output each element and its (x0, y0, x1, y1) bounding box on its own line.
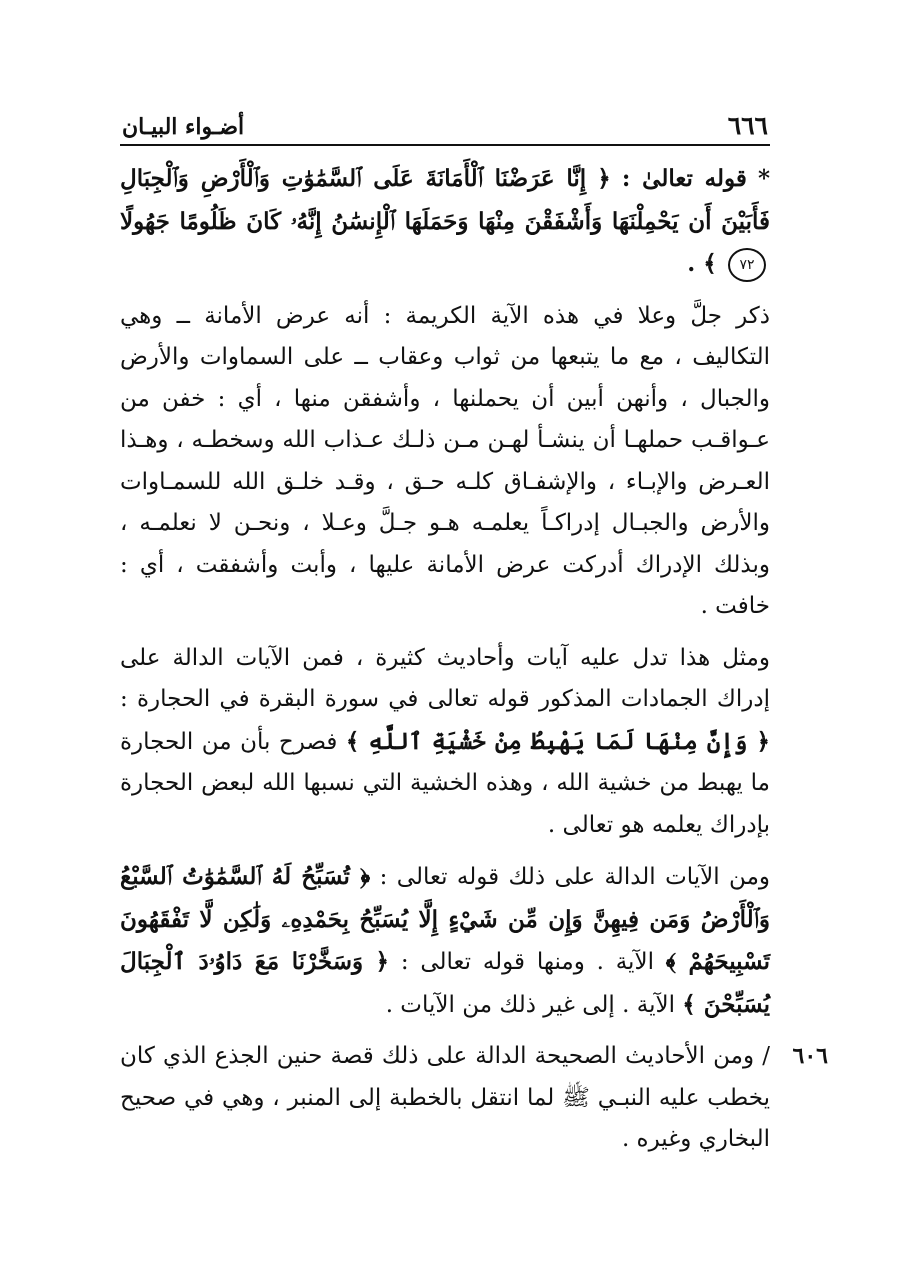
paragraph-glorification (120, 856, 770, 1026)
quran-close-bracket: ﴾ . (687, 250, 717, 277)
running-title: أضـواء البيـان (122, 114, 245, 140)
paragraph-stones-rest: فصرح بأن من الحجارة ما يهبط من خشية الله ، وهذه الخشية التي نسبها الله لبعض الحجارة بإدراك يعلمه هو تعالى . (120, 728, 770, 838)
page-header (120, 108, 770, 146)
paragraph-hadith-text: / ومن الأحاديث الصحيحة الدالة على ذلك قصة حنين الجذع الذي كان يخطب عليه النبـي ﷺ لما انتقل بالخطبة إلى المنبر ، وهي في صحيح البخاري وغيره . (120, 1043, 770, 1152)
paragraph-explanation: ذكر جلَّ وعلا في هذه الآية الكريمة : أنه عرض الأمانة ــ وهي التكاليف ، مع ما يتبعها من ثواب وعقاب ــ على السماوات والأرض والجبال ، وأنهن أبين أن يحملنها ، وأشفقن منها ، أي : خفن من عـواقـب حملهـا أن ينشـأ لهـن مـن ذلـك عـذاب الله وسخطـه ، وهـذا العـرض والإبـاء ، والإشفـاق كلـه حـق ، وقـد خلـق الله للسمـاوات والأرض والجبـال إدراكـاً يعلمـه هـو جـلَّ وعـلا ، ونحـن لا نعلمـه ، وبذلك الإدراك أدركت عرض الأمانة عليها ، وأبت وأشفقت ، أي : خافت . (120, 302, 770, 619)
section-star-marker: * (757, 165, 771, 192)
book-page (120, 108, 828, 1171)
page-number: ٦٦٦ (727, 111, 768, 140)
quran-quote-stones: ﴿ وَإِنَّ مِنْهَا لَمَا يَهْبِطُ مِنْ خَشْيَةِ ٱللَّهِ ﴾ (345, 727, 770, 755)
quran-quote-tusabbih: ﴿ تُسَبِّحُ لَهُ ٱلسَّمَٰوَٰتُ ٱلسَّبْعُ وَٱلْأَرْضُ وَمَن فِيهِنَّ وَإِن مِّن شَيْءٍ إِلَّا يُسَبِّحُ بِحَمْدِهِۦ وَلَٰكِن لَّا تَفْقَهُونَ تَسْبِيحَهُمْ ﴾ (120, 863, 770, 975)
page-body (120, 158, 828, 1161)
ayah-number-marker: ٧٢ (728, 248, 766, 282)
quran-quote-dawud: ﴿ وَسَخَّرْنَا مَعَ دَاوُۥدَ ٱلْجِبَالَ يُسَبِّحْنَ ﴾ (120, 948, 770, 1018)
quran-open-bracket: ﴿ (597, 165, 611, 192)
paragraph-stones-intro: ومثل هذا تدل عليه آيات وأحاديث كثيرة ، فمن الآيات الدالة على إدراك الجمادات المذكور قوله تعالى في سورة البقرة في الحجارة : (120, 644, 770, 712)
paragraph-glorification-intro: ومن الآيات الدالة على ذلك قوله تعالى : (379, 864, 770, 890)
verse-lead: قوله تعالىٰ : (621, 165, 747, 192)
paragraph-glorification-middle: الآية . ومنها قوله تعالى : (400, 949, 654, 975)
paragraph-stones (120, 638, 770, 847)
margin-page-reference: ٦٠٦ (792, 1043, 828, 1069)
paragraph-hadith (120, 1036, 828, 1161)
paragraph-glorification-end: الآية . إلى غير ذلك من الآيات . (385, 991, 675, 1018)
verse-heading (120, 158, 770, 286)
quran-verse-text: إِنَّا عَرَضْنَا ٱلْأَمَانَةَ عَلَى ٱلسَّمَٰوَٰتِ وَٱلْأَرْضِ وَٱلْجِبَالِ فَأَبَيْنَ أَن يَحْمِلْنَهَا وَأَشْفَقْنَ مِنْهَا وَحَمَلَهَا ٱلْإِنسَٰنُ إِنَّهُۥ كَانَ ظَلُومًا جَهُولًا (120, 165, 770, 235)
